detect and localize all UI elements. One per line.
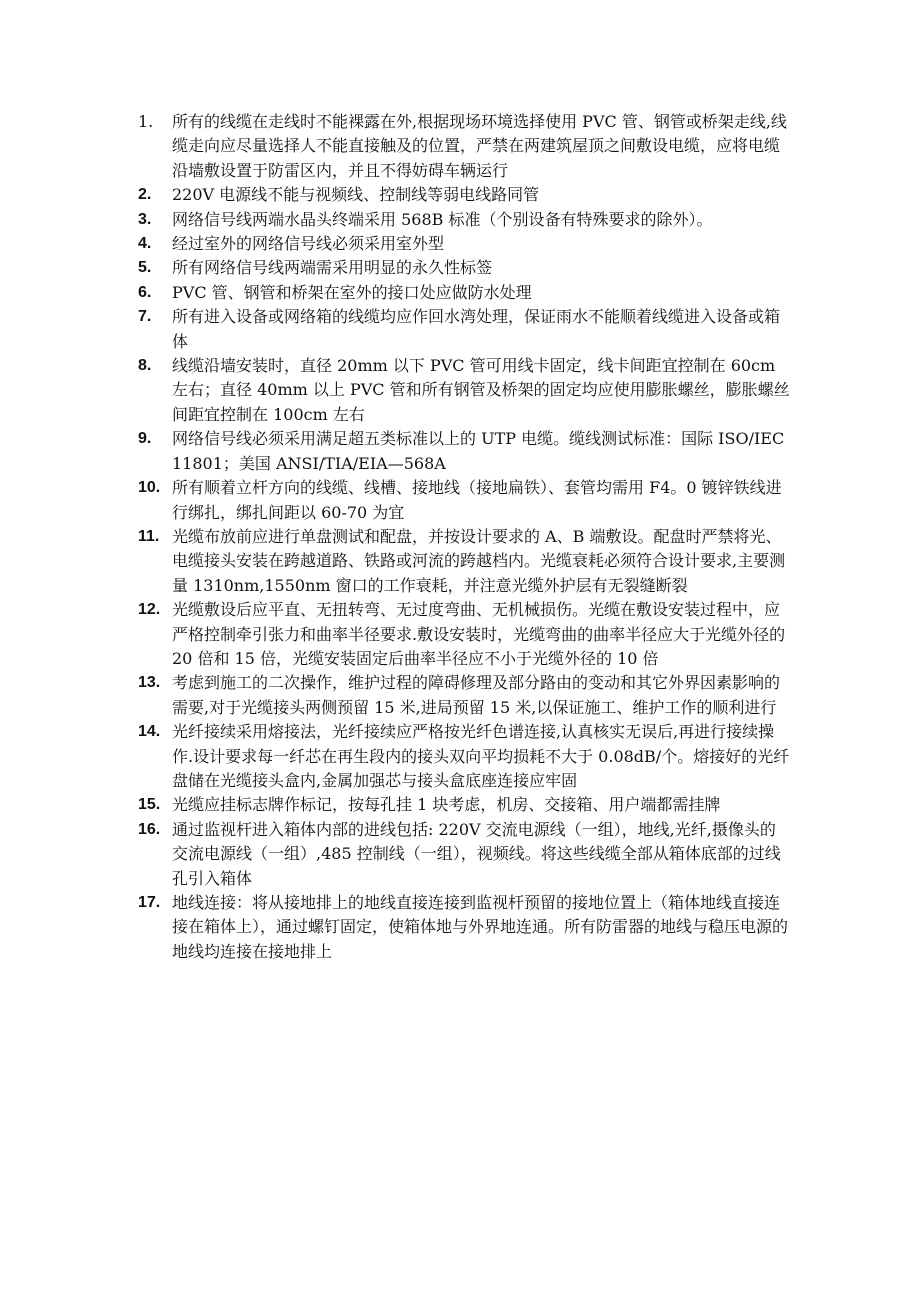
list-item [138, 232, 790, 256]
item-text: 所有网络信号线两端需采用明显的永久性标签 [172, 258, 493, 278]
item-text: 考虑到施工的二次操作，维护过程的障碍修理及部分路由的变动和其它外界因素影响的需要,对于光缆接头两侧预留 15 米,进局预留 15 米,以保证施工、维护工作的顺利进行 [172, 673, 781, 717]
item-text: 所有顺着立杆方向的线缆、线槽、接地线（接地扁铁）、套管均需用 F4。0 镀锌铁线进行绑扎，绑扎间距以 60-70 为宜 [172, 478, 782, 522]
list-item [138, 476, 790, 525]
item-number: 13. [138, 674, 161, 692]
list-item [138, 354, 790, 427]
item-text: 光缆敷设后应平直、无扭转弯、无过度弯曲、无机械损伤。光缆在敷设安装过程中，应严格控制牵引张力和曲率半径要求.敷设安装时，光缆弯曲的曲率半径应大于光缆外径的 20 倍和 15 倍，光缆安装固定后曲率半径应不小于光缆外径的 10 倍 [172, 600, 786, 668]
list-item [138, 208, 790, 232]
item-text: 220V 电源线不能与视频线、控制线等弱电线路同管 [172, 185, 540, 205]
spec-list [138, 110, 790, 964]
item-number: 1. [138, 112, 154, 131]
item-number: 16. [138, 820, 161, 838]
list-item [138, 427, 790, 476]
item-number: 8. [138, 357, 152, 375]
list-item [138, 305, 790, 354]
list-item [138, 720, 790, 793]
item-number: 9. [138, 430, 152, 448]
item-text: 所有的线缆在走线时不能裸露在外,根据现场环境选择使用 PVC 管、钢管或桥架走线,线缆走向应尽量选择人不能直接触及的位置，严禁在两建筑屋顶之间敷设电缆，应将电缆沿墙敷设置于防雷区内，并且不得妨碍车辆运行 [172, 112, 787, 180]
item-number: 3. [138, 210, 152, 228]
list-item [138, 281, 790, 305]
item-text: 经过室外的网络信号线必须采用室外型 [172, 234, 445, 254]
item-number: 5. [138, 259, 152, 277]
list-item [138, 525, 790, 598]
list-item [138, 110, 790, 183]
item-text: 通过监视杆进入箱体内部的进线包括: 220V 交流电源线（一组），地线,光纤,摄像头的交流电源线（一组）,485 控制线（一组），视频线。将这些线缆全部从箱体底部的过线孔引入箱体 [172, 819, 781, 888]
item-text: 光缆应挂标志牌作标记，按每孔挂 1 块考虑，机房、交接箱、用户端都需挂牌 [172, 795, 721, 815]
item-number: 12. [138, 601, 161, 619]
list-item [138, 818, 790, 891]
item-number: 15. [138, 796, 161, 814]
list-item [138, 598, 790, 671]
item-number: 4. [138, 235, 152, 253]
list-item [138, 891, 790, 964]
list-item [138, 671, 790, 720]
list-item [138, 183, 790, 207]
list-item [138, 256, 790, 280]
item-text: 光缆布放前应进行单盘测试和配盘，并按设计要求的 A、B 端敷设。配盘时严禁将光、电缆接头安装在跨越道路、铁路或河流的跨越档内。光缆衰耗必须符合设计要求,主要测量 1310nm,1550nm 窗口的工作衰耗，并注意光缆外护层有无裂缝断裂 [172, 526, 786, 595]
item-number: 2. [138, 186, 152, 204]
item-text: 网络信号线两端水晶头终端采用 568B 标准（个别设备有特殊要求的除外）。 [172, 209, 713, 229]
list-item [138, 793, 790, 817]
item-number: 10. [138, 479, 161, 497]
item-text: 网络信号线必须采用满足超五类标准以上的 UTP 电缆。缆线测试标准：国际 ISO/IEC 11801；美国 ANSI/TIA/EIA—568A [172, 429, 785, 473]
item-text: PVC 管、钢管和桥架在室外的接口处应做防水处理 [172, 282, 532, 302]
item-number: 14. [138, 723, 161, 741]
item-text: 光纤接续采用熔接法，光纤接续应严格按光纤色谱连接,认真核实无误后,再进行接续操作.设计要求每一纤芯在再生段内的接头双向平均损耗不大于 0.08dB/个。熔接好的光纤盘储在光缆接头盒内,金属加强芯与接头盒底座连接应牢固 [172, 722, 790, 790]
item-number: 6. [138, 283, 152, 301]
item-text: 线缆沿墙安装时，直径 20mm 以下 PVC 管可用线卡固定，线卡间距宜控制在 60cm 左右；直径 40mm 以上 PVC 管和所有钢管及桥架的固定均应使用膨胀螺丝，膨胀螺丝间距宜控制在 100cm 左右 [172, 356, 790, 424]
item-text: 地线连接：将从接地排上的地线直接连接到监视杆预留的接地位置上（箱体地线直接连接在箱体上），通过螺钉固定，使箱体地与外界地连通。所有防雷器的地线与稳压电源的地线均连接在接地排上 [172, 893, 789, 961]
item-number: 17. [138, 894, 161, 911]
item-number: 11. [138, 527, 160, 545]
item-text: 所有进入设备或网络箱的线缆均应作回水湾处理，保证雨水不能顺着线缆进入设备或箱体 [172, 307, 781, 351]
item-number: 7. [138, 308, 152, 326]
